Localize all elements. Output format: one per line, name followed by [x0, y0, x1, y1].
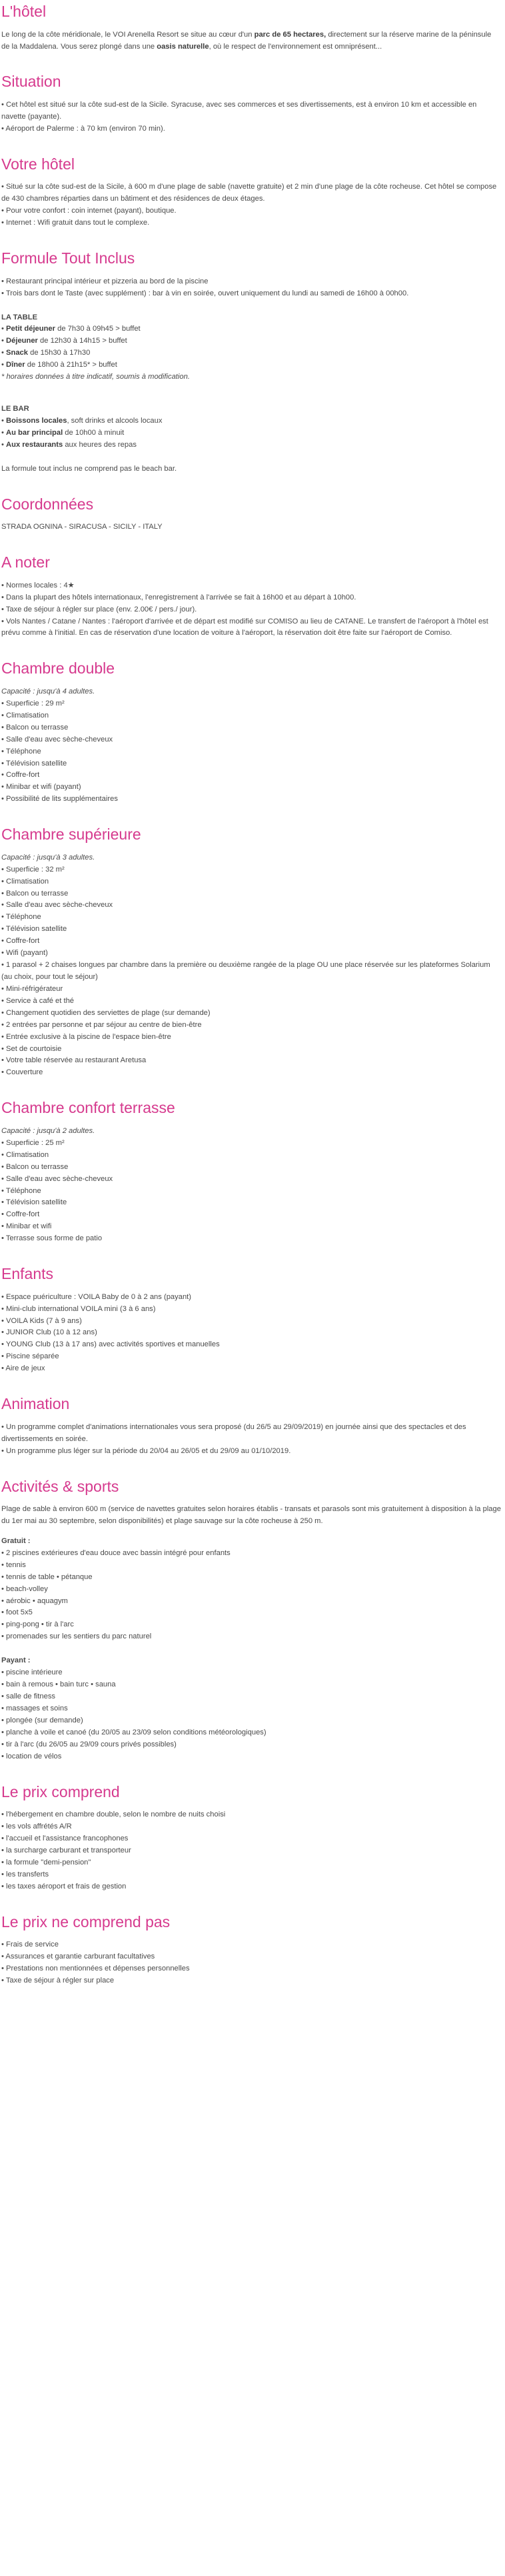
prix-ne-comprend-list: [1, 1939, 501, 1987]
item-detail: , soft drinks et alcools locaux: [67, 416, 163, 425]
list-item: • foot 5x5: [1, 1608, 33, 1617]
list-item: • les vols affrétés A/R: [1, 1822, 72, 1831]
section-votre-hotel: [1, 155, 501, 229]
bullet: •: [1, 440, 7, 449]
list-item: • massages et soins: [1, 1704, 68, 1712]
capacity-text: Capacité : jusqu'à 3 adultes.: [1, 853, 95, 862]
list-item: • Coffre-fort: [1, 771, 40, 780]
bullet: •: [1, 428, 7, 437]
list-item: • tir à l'arc (du 26/05 au 29/09 cours privés possibles): [1, 1740, 177, 1748]
table-list: [1, 323, 501, 371]
list-item: • 2 piscines extérieures d'eau douce avec bassin intégré pour enfants: [1, 1548, 231, 1557]
section-chambre-confort: [1, 1099, 501, 1245]
item-detail: de 18h00 à 21h15* > buffet: [25, 361, 117, 369]
item-detail: de 10h00 à minuit: [63, 428, 125, 437]
list-item: [1, 359, 501, 371]
section-title-animation: Animation: [1, 1395, 70, 1413]
item-label: Petit déjeuner: [6, 325, 56, 333]
list-item: [1, 415, 501, 427]
item-label: Snack: [6, 349, 28, 357]
list-item: • JUNIOR Club (10 à 12 ans): [1, 1328, 97, 1337]
list-item: [1, 347, 501, 359]
list-item: • Mini-réfrigérateur: [1, 984, 63, 993]
list-item: • les transferts: [1, 1870, 49, 1878]
list-item: • Assurances et garantie carburant facultatives: [1, 1953, 155, 1961]
list-item: • Salle d'eau avec sèche-cheveux: [1, 901, 113, 910]
list-item: • Aéroport de Palerme : à 70 km (environ 70 min).: [1, 124, 165, 133]
list-item: • Vols Nantes / Catane / Nantes : l'aéroport d'arrivée et de départ est modifié sur COMISO au lieu de CATANE. Le transfert de l'aéroport à l'hôtel est prévu comme à l'initial. En cas de réservation d'une location de voiture à l'aéroport, la réservation doit être faite sur l'aéroport de Comiso.: [1, 617, 488, 637]
list-item: • Espace puériculture : VOILA Baby de 0 à 2 ans (payant): [1, 1292, 192, 1301]
list-item: • Superficie : 32 m²: [1, 865, 65, 874]
bullet: •: [1, 325, 7, 333]
intro-text: , où le respect de l'environnement est omniprésent...: [209, 42, 382, 51]
address-text: STRADA OGNINA - SIRACUSA - SICILY - ITALY: [1, 523, 163, 531]
gratuit-subtitle: Gratuit :: [1, 1536, 31, 1545]
list-item: • Salle d'eau avec sèche-cheveux: [1, 735, 113, 744]
list-item: [1, 323, 501, 335]
list-item: [1, 335, 501, 347]
list-item: • Normes locales : 4★: [1, 581, 75, 589]
section-title-coordonnees: Coordonnées: [1, 495, 94, 513]
list-item: • Cet hôtel est situé sur la côte sud-est de la Sicile. Syracuse, avec ses commerces et ses divertissements, est à environ 10 km et accessible en navette (payante).: [1, 101, 477, 121]
list-item: • 1 parasol + 2 chaises longues par chambre dans la première ou deuxième rangée de la plage OU une place réservée sur les plateformes Solarium (au choix, pour tout le séjour): [1, 961, 490, 981]
list-item: • Couverture: [1, 1068, 43, 1077]
list-item: • Coffre-fort: [1, 937, 40, 946]
list-item: • la formule "demi-pension": [1, 1858, 91, 1866]
votre-hotel-list: [1, 181, 501, 229]
item-detail: aux heures des repas: [63, 440, 137, 449]
list-item: • Terrasse sous forme de patio: [1, 1234, 103, 1243]
a-noter-list: [1, 580, 501, 640]
item-detail: de 15h30 à 17h30: [28, 349, 91, 357]
beach-bar-note: La formule tout inclus ne comprend pas le beach bar.: [1, 464, 177, 473]
list-item: • Superficie : 29 m²: [1, 699, 65, 708]
list-item: • Mini-club international VOILA mini (3 à 6 ans): [1, 1304, 156, 1313]
section-activites: [1, 1478, 501, 1763]
section-animation: [1, 1395, 501, 1457]
list-item: • Set de courtoisie: [1, 1044, 62, 1053]
list-item: • Climatisation: [1, 1150, 49, 1159]
bar-subtitle: LE BAR: [1, 405, 29, 413]
payant-subtitle: Payant :: [1, 1656, 31, 1665]
capacity-text: Capacité : jusqu'à 4 adultes.: [1, 687, 95, 696]
list-item: • salle de fitness: [1, 1692, 56, 1701]
bullet: •: [1, 416, 7, 425]
section-title-enfants: Enfants: [1, 1265, 53, 1283]
list-item: • plongée (sur demande): [1, 1716, 83, 1724]
list-item: • les taxes aéroport et frais de gestion: [1, 1882, 127, 1890]
chambre-superieure-list: [1, 864, 501, 1080]
list-item: • Coffre-fort: [1, 1210, 40, 1219]
chambre-double-list: [1, 698, 501, 806]
list-item: • Internet : Wifi gratuit dans tout le complexe.: [1, 219, 150, 227]
section-title-activites: Activités & sports: [1, 1477, 119, 1495]
intro-text: Le long de la côte méridionale, le VOI Arenella Resort se situe au cœur d'un: [1, 30, 254, 39]
list-item: • Télévision satellite: [1, 1198, 67, 1207]
list-item: • YOUNG Club (13 à 17 ans) avec activités sportives et manuelles: [1, 1340, 220, 1349]
enfants-list: [1, 1292, 501, 1375]
list-item: • VOILA Kids (7 à 9 ans): [1, 1316, 82, 1325]
item-label: Déjeuner: [6, 337, 38, 345]
bullet: •: [1, 337, 7, 345]
list-item: • Frais de service: [1, 1941, 59, 1949]
list-item: • aérobic • aquagym: [1, 1596, 68, 1605]
chambre-confort-list: [1, 1138, 501, 1245]
list-item: • Un programme plus léger sur la période du 20/04 au 26/05 et du 29/09 au 01/10/2019.: [1, 1446, 291, 1455]
intro-text: directement sur la réserve marine de la péninsule de la Maddalena. Vous serez plongé dans une: [1, 30, 492, 51]
list-item: • Pour votre confort : coin internet (payant), boutique.: [1, 207, 177, 215]
list-item: • Situé sur la côte sud-est de la Sicile, à 600 m d'une plage de sable (navette gratuite) et 2 min d'une plage de la côte rocheuse. Cet hôtel se compose de 430 chambres réparties dans un bâtiment et des résidences de deux étages.: [1, 183, 497, 203]
section-title-chambre-confort: Chambre confort terrasse: [1, 1099, 175, 1117]
section-title-prix-comprend: Le prix comprend: [1, 1782, 120, 1800]
prix-comprend-list: [1, 1809, 501, 1892]
list-item: [1, 439, 501, 451]
list-item: • Balcon ou terrasse: [1, 889, 69, 898]
item-label: Dîner: [6, 361, 25, 369]
activites-intro: Plage de sable à environ 600 m (service de navettes gratuites selon horaires établis - transats et parasols sont mis gratuitement à disposition à la plage du 1er mai au 30 septembre, selon disponibilités) et plage sauvage sur la côte rocheuse à 250 m.: [1, 1505, 501, 1526]
list-item: • beach-volley: [1, 1584, 48, 1593]
section-title-votre-hotel: Votre hôtel: [1, 155, 75, 173]
item-detail: de 7h30 à 09h45 > buffet: [55, 325, 141, 333]
item-label: Au bar principal: [6, 428, 63, 437]
list-item: • Minibar et wifi: [1, 1222, 52, 1231]
capacity-text: Capacité : jusqu'à 2 adultes.: [1, 1126, 95, 1135]
intro-highlight: parc de 65 hectares,: [254, 30, 326, 39]
list-item: • ping-pong • tir à l'arc: [1, 1620, 74, 1629]
list-item: • Télévision satellite: [1, 925, 67, 934]
section-hotel: [1, 3, 501, 53]
list-item: • Aire de jeux: [1, 1364, 45, 1373]
list-item: • 2 entrées par personne et par séjour au centre de bien-être: [1, 1020, 202, 1029]
payant-list: [1, 1667, 501, 1762]
list-item: • l'accueil et l'assistance francophones: [1, 1834, 129, 1842]
list-item: • Climatisation: [1, 877, 49, 886]
bullet: •: [1, 349, 7, 357]
list-item: [1, 427, 501, 439]
section-title-hotel: L'hôtel: [1, 3, 47, 20]
section-formule: [1, 249, 501, 475]
hotel-intro: [1, 29, 501, 53]
section-title-formule: Formule Tout Inclus: [1, 249, 135, 267]
section-situation: [1, 73, 501, 135]
list-item: • Service à café et thé: [1, 996, 75, 1005]
list-item: • Balcon ou terrasse: [1, 723, 69, 732]
list-item: • la surcharge carburant et transporteur: [1, 1846, 131, 1854]
animation-list: [1, 1422, 501, 1458]
list-item: • Téléphone: [1, 913, 41, 922]
list-item: • Climatisation: [1, 711, 49, 720]
list-item: • Wifi (payant): [1, 949, 48, 958]
list-item: • Téléphone: [1, 747, 41, 756]
section-enfants: [1, 1265, 501, 1375]
section-a-noter: [1, 553, 501, 639]
intro-highlight: oasis naturelle: [157, 42, 209, 51]
list-item: • Changement quotidien des serviettes de plage (sur demande): [1, 1008, 211, 1017]
section-prix-comprend: [1, 1783, 501, 1893]
list-item: • Taxe de séjour à régler sur place: [1, 1976, 115, 1985]
list-item: • Téléphone: [1, 1186, 41, 1195]
list-item: • Salle d'eau avec sèche-cheveux: [1, 1174, 113, 1183]
list-item: • Dans la plupart des hôtels internationaux, l'enregistrement à l'arrivée se fait à 16h00 et au départ à 10h00.: [1, 593, 356, 601]
list-item: • Balcon ou terrasse: [1, 1162, 69, 1171]
item-label: Aux restaurants: [6, 440, 63, 449]
section-title-chambre-double: Chambre double: [1, 660, 115, 678]
list-item: • Minibar et wifi (payant): [1, 783, 81, 792]
list-item: • Entrée exclusive à la piscine de l'espace bien-être: [1, 1032, 171, 1041]
section-title-chambre-superieure: Chambre supérieure: [1, 826, 141, 844]
list-item: • Superficie : 25 m²: [1, 1138, 65, 1147]
section-prix-ne-comprend: [1, 1913, 501, 1987]
section-coordonnees: [1, 495, 501, 534]
list-item: • piscine intérieure: [1, 1668, 63, 1677]
list-item: • Votre table réservée au restaurant Aretusa: [1, 1056, 147, 1065]
list-item: • Trois bars dont le Taste (avec supplément) : bar à vin en soirée, ouvert uniquement du lundi au samedi de 16h00 à 00h00.: [1, 289, 409, 297]
section-title-a-noter: A noter: [1, 553, 50, 571]
list-item: • promenades sur les sentiers du parc naturel: [1, 1632, 152, 1641]
list-item: • Restaurant principal intérieur et pizzeria au bord de la piscine: [1, 277, 209, 285]
list-item: • l'hébergement en chambre double, selon le nombre de nuits choisi: [1, 1810, 226, 1819]
item-detail: de 12h30 à 14h15 > buffet: [37, 337, 127, 345]
bar-list: [1, 415, 501, 451]
list-item: • Télévision satellite: [1, 759, 67, 768]
list-item: • tennis de table • pétanque: [1, 1572, 93, 1581]
list-item: • Piscine séparée: [1, 1352, 59, 1361]
list-item: • Prestations non mentionnées et dépenses personnelles: [1, 1965, 190, 1973]
situation-list: [1, 99, 501, 135]
section-chambre-superieure: [1, 826, 501, 1079]
list-item: • Taxe de séjour à régler sur place (env. 2.00€ / pers./ jour).: [1, 605, 197, 613]
table-note: * horaires données à titre indicatif, soumis à modification.: [1, 373, 190, 381]
table-subtitle: LA TABLE: [1, 313, 38, 321]
list-item: • Possibilité de lits supplémentaires: [1, 795, 118, 804]
list-item: • tennis: [1, 1560, 26, 1569]
bullet: •: [1, 361, 7, 369]
list-item: • bain à remous • bain turc • sauna: [1, 1680, 116, 1689]
section-title-prix-ne-comprend: Le prix ne comprend pas: [1, 1912, 171, 1930]
item-label: Boissons locales: [6, 416, 67, 425]
section-title-situation: Situation: [1, 73, 61, 91]
list-item: • planche à voile et canoé (du 20/05 au 23/09 selon conditions météorologiques): [1, 1728, 266, 1736]
section-chambre-double: [1, 660, 501, 806]
gratuit-list: [1, 1548, 501, 1643]
list-item: • Un programme complet d'animations internationales vous sera proposé (du 26/5 au 29/09/2019) en journée ainsi que des spectacles et des divertissements en soirée.: [1, 1422, 466, 1443]
formule-list: [1, 276, 501, 300]
list-item: • location de vélos: [1, 1752, 62, 1760]
